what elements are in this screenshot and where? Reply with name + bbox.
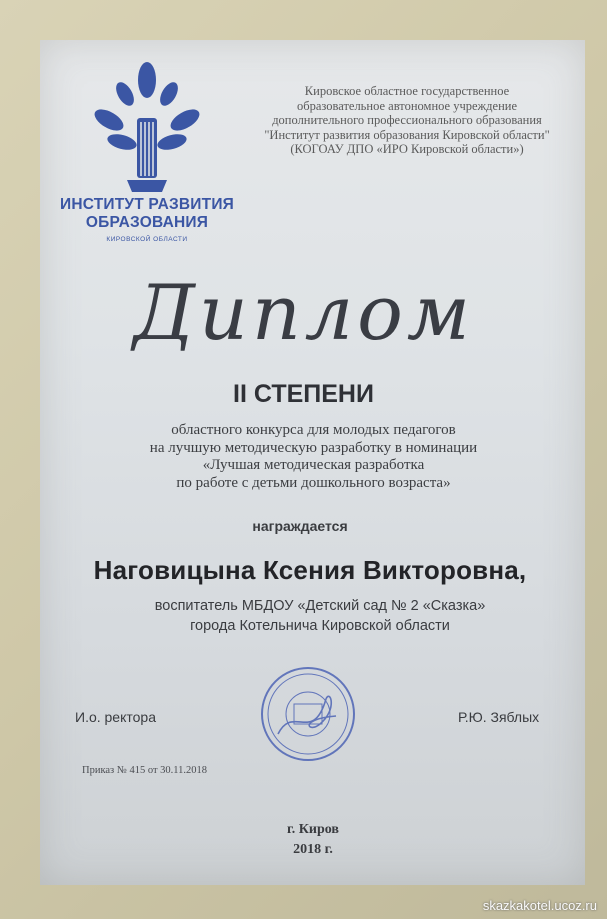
- signatory-title: И.о. ректора: [75, 709, 156, 725]
- leaves-emblem-icon: [87, 60, 207, 194]
- order-reference: Приказ № 415 от 30.11.2018: [82, 765, 208, 776]
- logo-subtitle: КИРОВСКОЙ ОБЛАСТИ: [106, 236, 188, 243]
- recipient-name: Наговицына Ксения Викторовна,: [93, 555, 527, 585]
- place-and-year: г. Киров 2018 г.: [287, 822, 339, 857]
- diploma-degree: II СТЕПЕНИ: [233, 380, 374, 408]
- signatory-name: Р.Ю. Зяблых: [458, 709, 540, 725]
- logo-title: ИНСТИТУТ РАЗВИТИЯ ОБРАЗОВАНИЯ: [60, 196, 234, 231]
- awarded-label: награждается: [252, 518, 348, 534]
- watermark-text: skazkakotel.ucoz.ru: [482, 898, 597, 913]
- nomination-text: областного конкурса для молодых педагогов на лучшую методическую разработку в номинации «Лучшая методическая разработка по работе с детьми дошкольного возраста»: [149, 422, 478, 491]
- diploma-title: Диплом: [133, 268, 474, 357]
- recipient-position: воспитатель МБДОУ «Детский сад № 2 «Сказка» города Котельнича Кировской области: [154, 598, 486, 634]
- organization-name: Кировское областное государственное образовательное автономное учреждение дополнительного профессионального образования "Институт развития образования Кировской области" (КОГОАУ ДПО «ИРО Кировской области»): [264, 84, 550, 156]
- official-stamp-icon: [258, 664, 358, 764]
- institute-logo: [52, 60, 242, 250]
